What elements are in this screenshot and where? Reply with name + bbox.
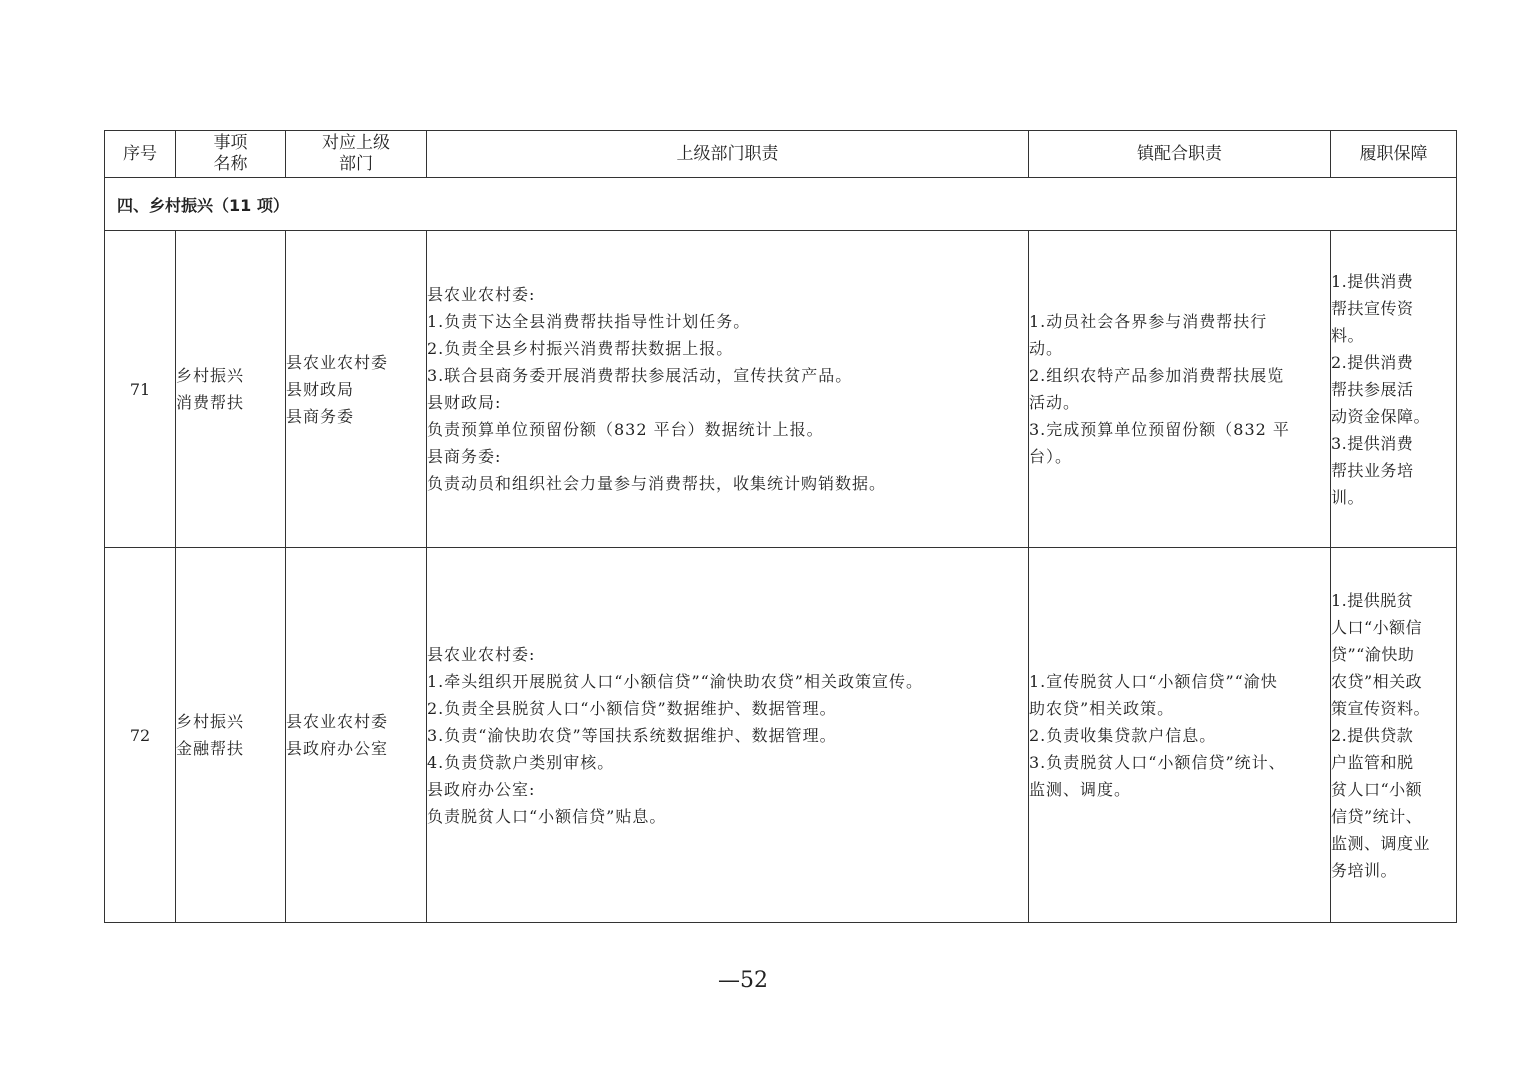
cell-line: 贫人口“小额 <box>1331 779 1423 799</box>
header-guarantee: 履职保障 <box>1331 131 1457 178</box>
cell-line: 农贷”相关政 <box>1331 671 1423 691</box>
cell-line: 3.提供消费 <box>1331 433 1414 453</box>
cell-line: 县财政局 <box>286 379 355 399</box>
town-duties <box>1029 231 1331 548</box>
cell-line: 1.宣传脱贫人口“小额信贷”“渝快 <box>1029 671 1278 691</box>
item-number: 72 <box>105 548 176 923</box>
header-num: 序号 <box>105 131 176 178</box>
header-town-duty: 镇配合职责 <box>1029 131 1331 178</box>
cell-line: 县财政局: <box>427 393 502 412</box>
cell-line: 2.负责全县脱贫人口“小额信贷”数据维护、数据管理。 <box>427 698 837 718</box>
cell-line: 训。 <box>1331 487 1365 507</box>
cell-line: 2.提供贷款 <box>1331 725 1414 745</box>
cell-line: 3.联合县商务委开展消费帮扶参展活动，宣传扶贫产品。 <box>427 366 853 385</box>
cell-line: 策宣传资料。 <box>1331 698 1431 718</box>
cell-line: 2.负责全县乡村振兴消费帮扶数据上报。 <box>427 339 734 358</box>
town-duties <box>1029 548 1331 923</box>
cell-line: 负责预算单位预留份额（832 平台）数据统计上报。 <box>427 420 824 439</box>
cell-line: 县政府办公室: <box>427 779 536 799</box>
guarantees <box>1331 231 1457 548</box>
cell-line: 消费帮扶 <box>176 393 245 412</box>
cell-line: 信贷”统计、 <box>1331 806 1423 826</box>
cell-line: 3.负责“渝快助农贷”等国扶系统数据维护、数据管理。 <box>427 725 837 745</box>
item-departments <box>286 548 427 923</box>
header-name-line: 名称 <box>213 154 248 174</box>
section-row <box>105 178 1457 231</box>
cell-line: 动资金保障。 <box>1331 406 1431 426</box>
cell-line: 人口“小额信 <box>1331 617 1423 637</box>
cell-line: 监测、调度。 <box>1029 779 1132 799</box>
cell-line: 县农业农村委: <box>427 285 536 304</box>
superior-duties <box>427 231 1029 548</box>
header-superior-duty: 上级部门职责 <box>427 131 1029 178</box>
cell-line: 1.动员社会各界参与消费帮扶行 <box>1029 312 1268 331</box>
table-row <box>105 548 1457 923</box>
guarantees <box>1331 548 1457 923</box>
duty-table <box>104 130 1457 923</box>
item-departments <box>286 231 427 548</box>
cell-line: 3.完成预算单位预留份额（832 平 <box>1029 420 1290 439</box>
cell-line: 务培训。 <box>1331 860 1398 880</box>
cell-line: 1.提供脱贫 <box>1331 590 1414 610</box>
table-row <box>105 231 1457 548</box>
cell-line: 助农贷”相关政策。 <box>1029 698 1175 718</box>
cell-line: 4.负责贷款户类别审核。 <box>427 752 615 772</box>
cell-line: 帮扶参展活 <box>1331 379 1414 399</box>
cell-line: 台）。 <box>1029 447 1073 466</box>
cell-line: 县商务委: <box>427 447 502 466</box>
header-dept-line: 对应上级 <box>322 133 390 153</box>
header-dept <box>286 131 427 178</box>
cell-line: 贷”“渝快助 <box>1331 644 1415 664</box>
cell-line: 乡村振兴 <box>176 712 245 731</box>
cell-line: 县农业农村委 <box>286 712 389 731</box>
section-title: 四、乡村振兴（11 项） <box>105 178 1457 231</box>
cell-line: 县农业农村委: <box>427 644 536 664</box>
item-name <box>176 548 286 923</box>
cell-line: 动。 <box>1029 339 1064 358</box>
page-number: —52 <box>718 968 768 993</box>
header-name-line: 事项 <box>213 133 248 153</box>
cell-line: 1.牵头组织开展脱贫人口“小额信贷”“渝快助农贷”相关政策宣传。 <box>427 671 923 691</box>
cell-line: 负责动员和组织社会力量参与消费帮扶，收集统计购销数据。 <box>427 474 887 493</box>
cell-line: 县商务委 <box>286 406 355 426</box>
cell-line: 乡村振兴 <box>176 366 245 385</box>
superior-duties <box>427 548 1029 923</box>
cell-line: 2.提供消费 <box>1331 352 1414 372</box>
cell-line: 1.提供消费 <box>1331 271 1414 291</box>
cell-line: 户监管和脱 <box>1331 752 1414 772</box>
header-name <box>176 131 286 178</box>
cell-line: 2.组织农特产品参加消费帮扶展览 <box>1029 366 1285 385</box>
header-dept-line: 部门 <box>339 154 373 174</box>
cell-line: 3.负责脱贫人口“小额信贷”统计、 <box>1029 752 1286 772</box>
header-row <box>105 131 1457 178</box>
cell-line: 负责脱贫人口“小额信贷”贴息。 <box>427 806 667 826</box>
cell-line: 帮扶宣传资 <box>1331 298 1414 318</box>
cell-line: 金融帮扶 <box>176 739 245 758</box>
cell-line: 县政府办公室 <box>286 739 389 758</box>
cell-line: 监测、调度业 <box>1331 833 1431 853</box>
cell-line: 2.负责收集贷款户信息。 <box>1029 725 1217 745</box>
cell-line: 县农业农村委 <box>286 352 389 372</box>
cell-line: 活动。 <box>1029 393 1081 412</box>
cell-line: 帮扶业务培 <box>1331 460 1414 480</box>
cell-line: 料。 <box>1331 325 1365 345</box>
cell-line: 1.负责下达全县消费帮扶指导性计划任务。 <box>427 312 751 331</box>
item-name <box>176 231 286 548</box>
item-number: 71 <box>105 231 176 548</box>
